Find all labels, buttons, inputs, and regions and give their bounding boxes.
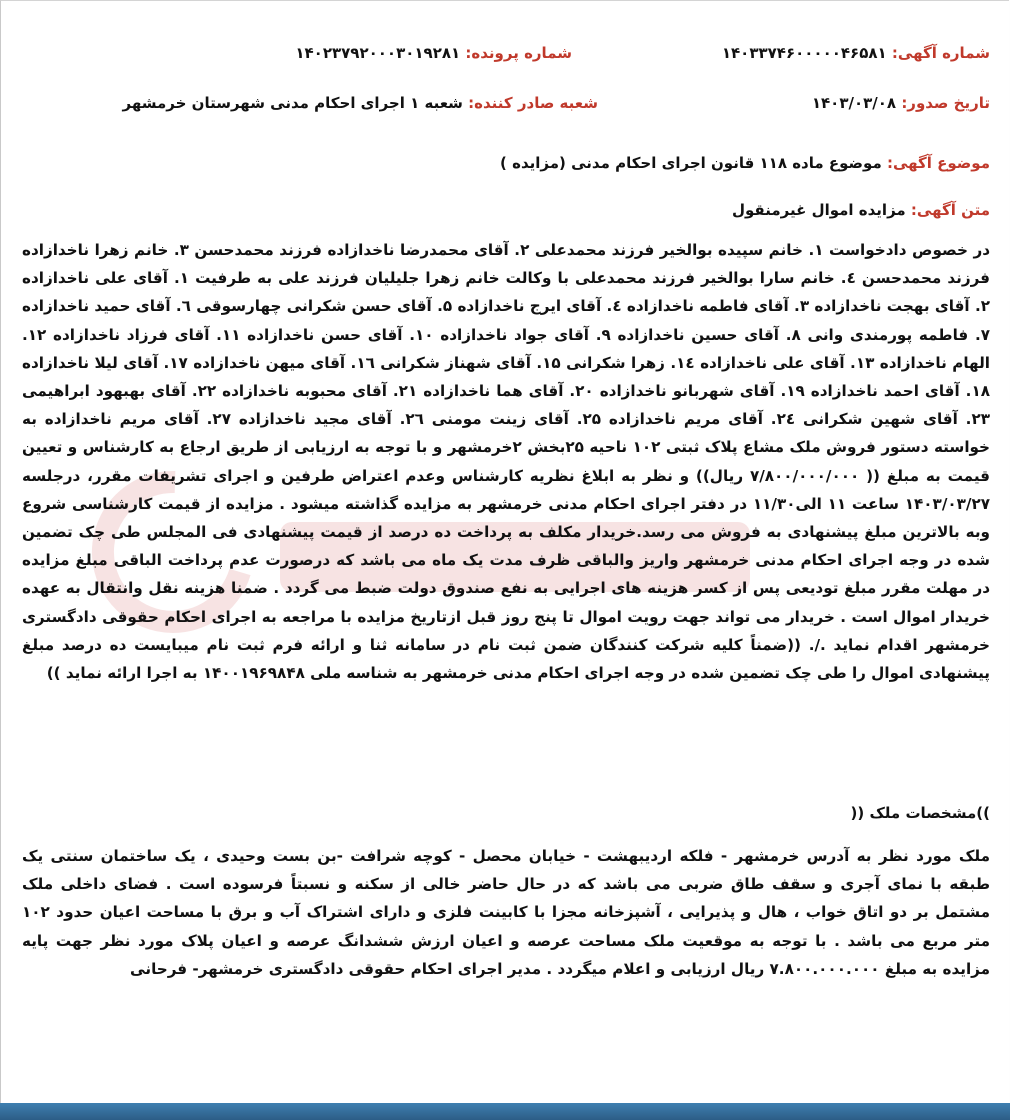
property-description: ملک مورد نظر به آدرس خرمشهر - فلکه اردیبهشت - خیابان محصل - کوچه شرافت -بن بست وحیدی ، یک ساختمان سنتی یک طبقه با نمای آجری و سقف طاق ضربی می باشد که در حال حاضر خالی از سکنه و نسبتاً فرسوده است . فضای داخلی ملک مشتمل بر دو اتاق خواب ، هال و پذیرایی ، آشپزخانه مجزا با کابینت فلزی و دارای اشتراک آب و برق با مساحت اعیان حدود ۱۰۲ متر مربع می باشد . با توجه به موقعیت ملک مساحت عرصه و اعیان ارزش ششدانگ عرصه و اعیان پلاک مورد نظر جهت پایه مزایده به مبلغ ۷.۸۰۰.۰۰۰.۰۰۰ ریال ارزیابی و اعلام میگردد . مدیر اجرای احکام حقوقی دادگستری خرمشهر- فرحانی xyxy=(22,847,990,978)
subject-row xyxy=(22,154,990,172)
case-number: ۱۴۰۲۳۷۹۲۰۰۰۳۰۱۹۲۸۱ xyxy=(295,44,461,62)
text-title-row xyxy=(22,201,990,219)
issuing-branch-row xyxy=(123,94,598,112)
text-title: مزایده اموال غیرمنقول xyxy=(732,201,906,219)
issue-date-label: تاریخ صدور: xyxy=(901,94,990,112)
subject-text: موضوع ماده ۱۱۸ قانون اجرای احکام مدنی (مزایده ) xyxy=(500,154,882,172)
property-heading: ))مشخصات ملک (( xyxy=(850,804,990,822)
case-number-label: شماره پرونده: xyxy=(465,44,572,62)
auction-paragraph: در خصوص دادخواست ۱. خانم سپیده بوالخیر فرزند محمدعلی ۲. آقای محمدرضا ناخدازاده فرزند محمدحسن ۳. خانم زهرا ناخدازاده فرزند محمدحسن ٤. خانم سارا بوالخیر فرزند محمدعلی با وکالت خانم زهرا جلیلیان فرزند علی به طرفیت ۱. آقای علی ناخدازاده ۲. آقای بهجت ناخدازاده ۳. آقای فاطمه ناخدازاده ٤. آقای ایرج ناخدازاده ۵. آقای حسن شکرانی چهارسوقی ٦. آقای حمید ناخدازاده ۷. فاطمه پورمندی وانی ۸. آقای حسین ناخدازاده ۹. آقای جواد ناخدازاده ۱۰. آقای حسن ناخدازاده ۱۱. آقای فرزاد ناخدازاده ۱۲. الهام ناخدازاده ۱۳. آقای علی ناخدازاده ۱٤. زهرا شکرانی ۱۵. آقای شهناز شکرانی ۱٦. آقای میهن ناخدازاده ۱۷. آقای لیلا ناخدازاده ۱۸. آقای احمد ناخدازاده ۱۹. آقای شهربانو ناخدازاده ۲۰. آقای هما ناخدازاده ۲۱. آقای محبوبه ناخدازاده ۲۲. آقای بهبهود ابراهیمی ۲۳. آقای شهین شکرانی ۲٤. آقای مریم ناخدازاده ۲۵. آقای زینت مومنی ۲٦. آقای مجید ناخدازاده ۲۷. آقای مریم ناخدازاده به خواسته دستور فروش ملک مشاع پلاک ثبتی ۱۰۲ ناحیه ۲۵بخش ۲خرمشهر و با توجه به ارزیابی از طریق ارجاع به کارشناس و تعیین قیمت به مبلغ (( ۷/۸۰۰/۰۰۰/۰۰۰ ریال)) و نظر به ابلاغ نظریه کارشناس وعدم اعتراض طرفین و اجرای تشریفات مقرر، درجلسه ۱۴۰۳/۰۳/۲۷ ساعت ۱۱ الی۱۱/۳۰ در دفتر اجرای احکام مدنی خرمشهر به مزایده گذاشته میشود . مزایده از قیمت کارشناسی شروع وبه بالاترین مبلغ پیشنهادی به فروش می رسد.خریدار مکلف به پرداخت ده درصد از قیمت پیشنهادی فی المجلس طی چک تضمین شده در وجه اجرای احکام مدنی خرمشهر واریز والباقی ظرف مدت یک ماه می باشد که درصورت عدم پرداخت الباقی مبلغ مزایده در مهلت مقرر مبلغ تودیعی پس از کسر هزینه های اجرایی به نفع صندوق دولت ضبط می گردد . ضمنا هزینه نقل وانتقال به عهده خریدار اموال است . خریدار می تواند جهت رویت اموال تا پنج روز قبل ازتاریخ مزایده با مراجعه به اجرای احکام حقوقی دادگستری خرمشهر اقدام نماید ./. ((ضمناً کلیه شرکت کنندگان ضمن ثبت نام در سامانه ثنا و ارائه فرم ثبت نام میبایست ده درصد مبلغ پیشنهادی اموال را طی چک تضمین شده در وجه اجرای احکام مدنی خرمشهر به شناسه ملی ۱۴۰۰۱۹۶۹۸۴۸ به اجرا ارائه نماید )) xyxy=(22,241,990,683)
text-label: متن آگهی: xyxy=(910,201,990,219)
notice-content xyxy=(22,0,990,1100)
notice-number-row xyxy=(722,44,990,62)
issue-date-row xyxy=(812,94,990,112)
window-bottom-bar xyxy=(0,1103,1010,1120)
notice-number-label: شماره آگهی: xyxy=(891,44,990,62)
issuing-branch: شعبه ۱ اجرای احکام مدنی شهرستان خرمشهر xyxy=(122,94,463,112)
notice-number: ۱۴۰۳۳۷۴۶۰۰۰۰۰۴۶۵۸۱ xyxy=(721,44,887,62)
issue-date: ۱۴۰۳/۰۳/۰۸ xyxy=(811,94,897,112)
subject-label: موضوع آگهی: xyxy=(886,154,990,172)
case-number-row xyxy=(295,44,572,62)
issuing-branch-label: شعبه صادر کننده: xyxy=(468,94,598,112)
